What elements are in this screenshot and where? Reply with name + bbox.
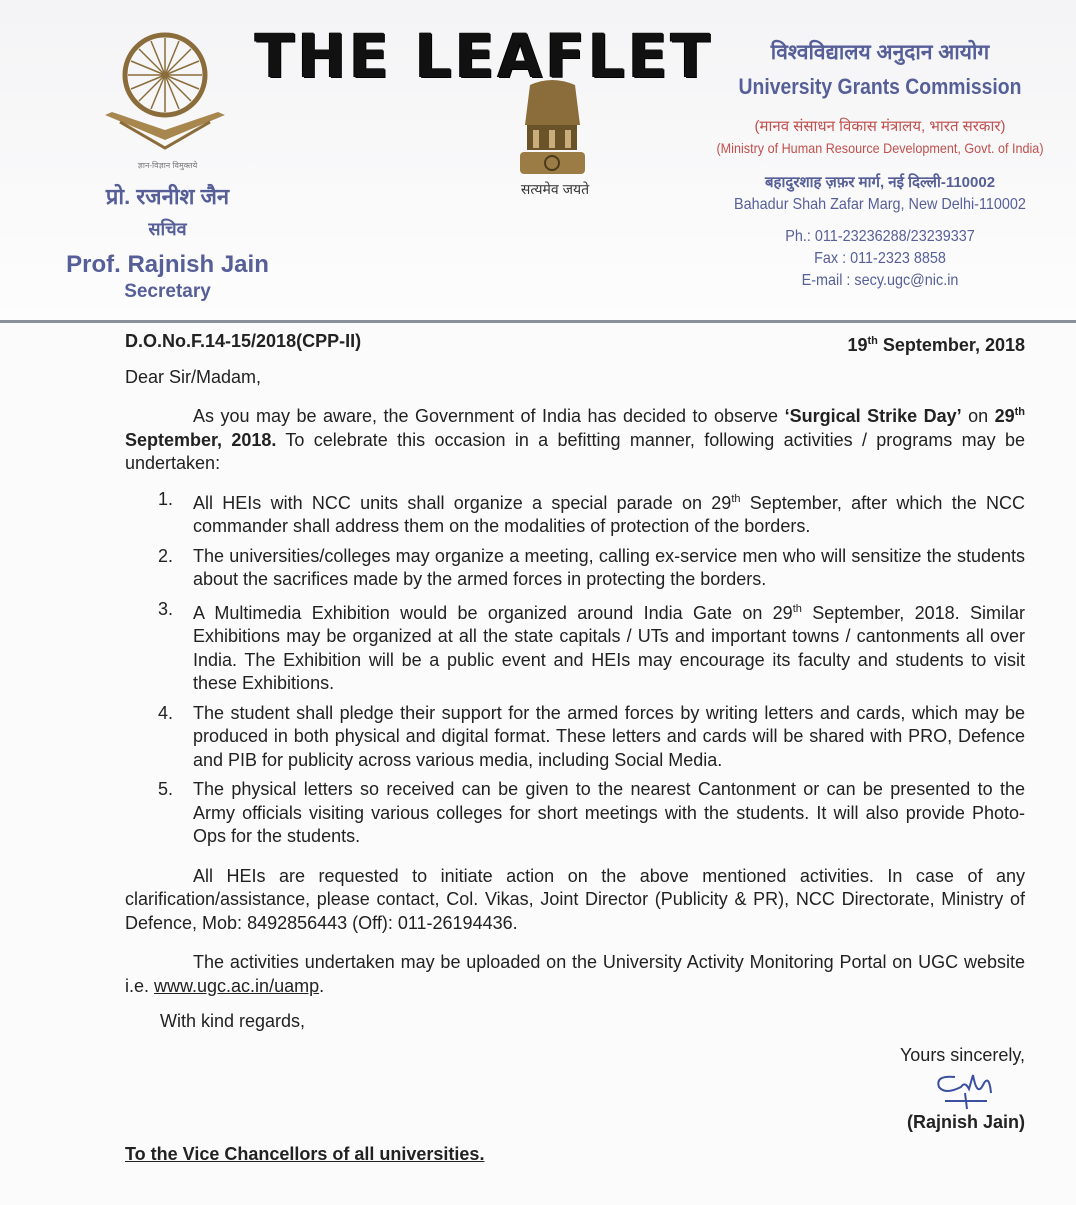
address-hindi: बहादुरशाह ज़फ़र मार्ग, नई दिल्ली-110002 (764, 174, 996, 191)
national-emblem-icon (505, 80, 600, 180)
sender-title: Secretary (124, 281, 211, 302)
uamp-link[interactable]: www.ugc.ac.in/uamp (154, 975, 320, 996)
ugc-logo-icon (100, 30, 230, 150)
regards: With kind regards, (160, 1011, 306, 1031)
activities-list (125, 488, 1025, 849)
upload-paragraph: The activities undertaken may be uploaded on the University Activity Monitoring Portal on UGC website i.e. www.ugc.ac.in/uamp. (125, 952, 1025, 996)
org-name: University Grants Commission (738, 74, 1022, 99)
sender-name: Prof. Rajnish Jain (66, 251, 269, 278)
list-item: 2. The universities/colleges may organize a meeting, calling ex-service men who will sensitize the students about the sacrifices made by the armed forces in protecting the borders. (158, 545, 1025, 589)
email: E-mail : secy.ugc@nic.in (801, 272, 959, 289)
ministry-hindi: (मानव संसाधन विकास मंत्रालय, भारत सरकार) (754, 118, 1006, 135)
fax: Fax : 011-2323 8858 (814, 250, 946, 267)
sender-title-hindi: सचिव (148, 219, 187, 239)
list-item: 1. All HEIs with NCC units shall organize a special parade on 29th September, after which the NCC commander shall address them on the modalities of protection of the borders. (158, 488, 1026, 536)
list-item: 4. The student shall pledge their support for the armed forces by writing letters and cards, which may be produced in both physical and digital format. These letters and cards will be shared with PRO, Defence and PIB for publicity across various media, including Social Media. (158, 702, 1025, 770)
reference-row (125, 330, 1025, 358)
request-paragraph: All HEIs are requested to initiate action on the above mentioned activities. In case of any clarification/assistance, please contact, Col. Vikas, Joint Director (Publicity & PR), NCC Directorate, Ministry of Defence, Mob: 8492856443 (Off): 011-26194436. (125, 865, 1025, 933)
organization-block (690, 38, 1070, 290)
recipient: To the Vice Chancellors of all universities. (125, 1143, 485, 1164)
letter-body (125, 330, 1025, 1166)
emblem-motto: सत्यमेव जयते (520, 181, 590, 197)
address: Bahadur Shah Zafar Marg, New Delhi-110002 (734, 196, 1026, 213)
closing: Yours sincerely, (899, 1044, 1025, 1065)
phone: Ph.: 011-23236288/23239337 (785, 228, 975, 245)
reference-number: D.O.No.F.14-15/2018(CPP-II) (125, 331, 362, 351)
org-name-hindi: विश्वविद्यालय अनुदान आयोग (770, 41, 990, 64)
signatory-name: (Rajnish Jain) (906, 1112, 1025, 1132)
header-divider (0, 320, 1076, 323)
intro-paragraph: As you may be aware, the Government of India has decided to observe ‘Surgical Strike Day’ on 29th September, 2018. To celebrate this occasion in a befitting manner, following activities / programs may be undertaken: (125, 406, 1026, 473)
letter-date: 19th September, 2018 (847, 335, 1025, 355)
sender-block (50, 160, 285, 303)
sender-name-hindi: प्रो. रजनीश जैन (105, 184, 230, 209)
salutation: Dear Sir/Madam, (125, 366, 262, 387)
letterhead (0, 0, 1076, 322)
list-item: 5. The physical letters so received can be given to the nearest Cantonment or can be presented to the Army officials visiting various colleges for short meetings with the students. It will also provide Photo-Ops for the students. (158, 779, 1025, 846)
logo-tagline: ज्ञान-विज्ञान विमुक्तये (137, 161, 198, 170)
signature-icon (925, 1067, 1005, 1111)
ministry: (Ministry of Human Resource Development, Govt. of India) (716, 140, 1044, 156)
watermark-brand: THE LEAFLET (255, 20, 714, 92)
list-item: 3. A Multimedia Exhibition would be organized around India Gate on 29th September, 2018. Similar Exhibitions may be organized at all the state capitals / UTs and important towns / cantonments all over India. The Exhibition will be a public event and HEIs may encourage its faculty and students to visit these Exhibitions. (158, 598, 1025, 693)
